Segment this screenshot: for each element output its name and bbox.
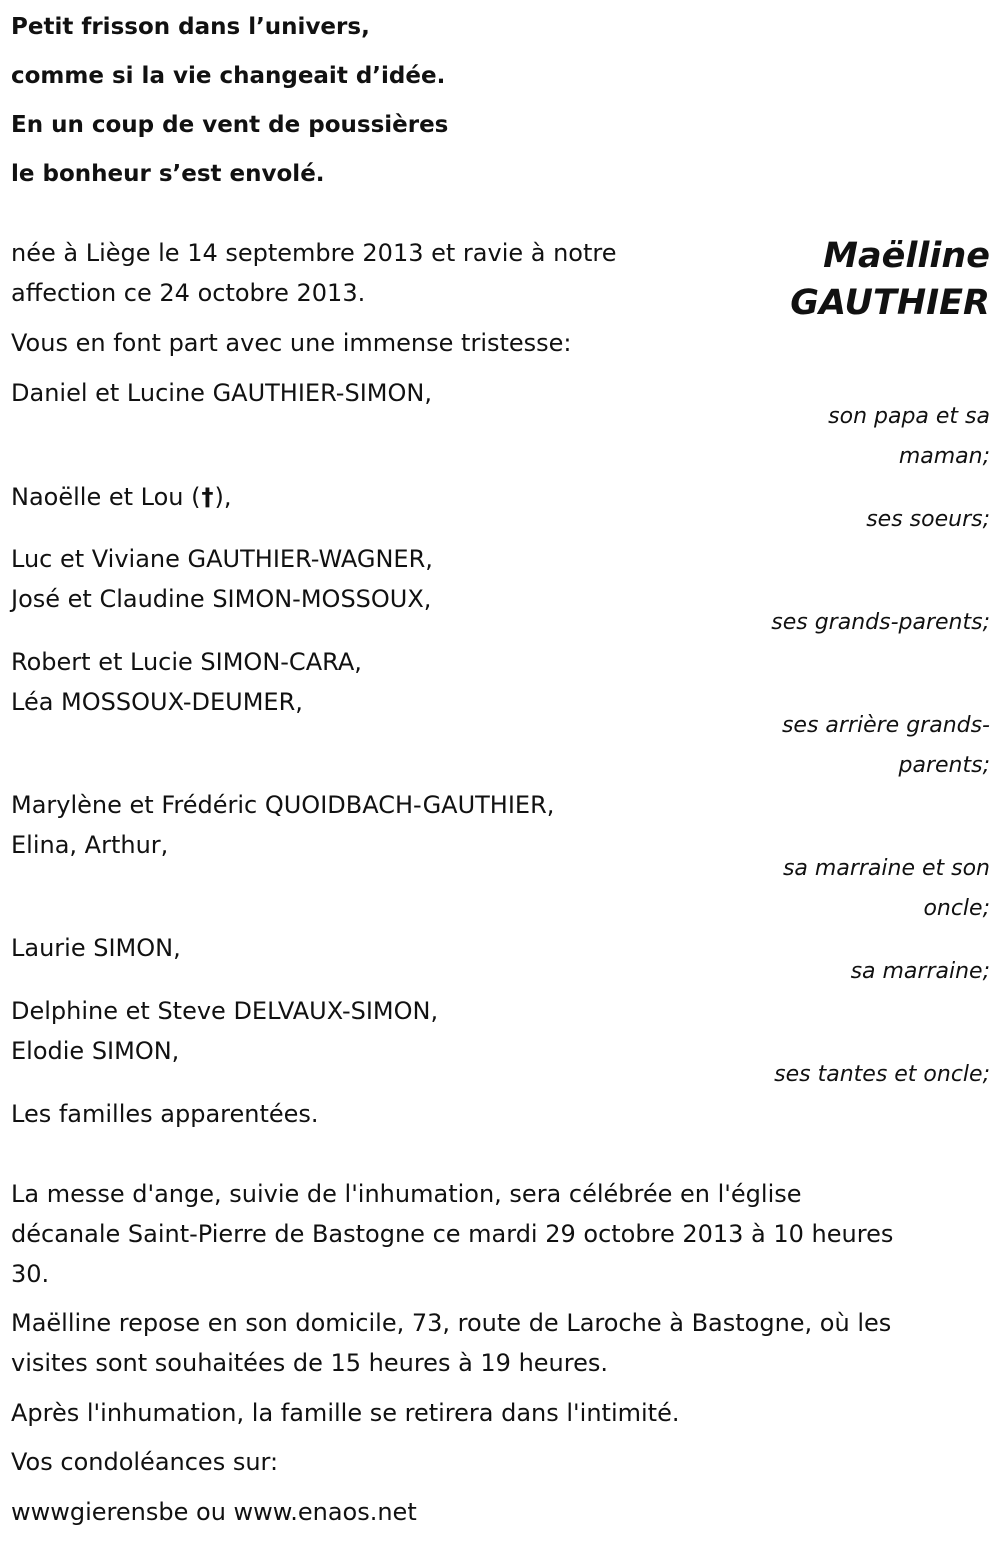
family-relation: ses soeurs; xyxy=(866,507,990,532)
family-name: Daniel et Lucine GAUTHIER-SIMON, xyxy=(11,379,432,407)
family-name xyxy=(11,477,231,517)
related-families: Les familles apparentées. xyxy=(11,1100,319,1128)
poem-line-2: comme si la vie changeait d’idée. xyxy=(11,63,446,89)
family-name-part: ), xyxy=(214,483,232,511)
family-name-part: Naoëlle et Lou ( xyxy=(11,483,201,511)
family-relation: ses grands-parents; xyxy=(771,610,990,635)
poem-line-4: le bonheur s’est envolé. xyxy=(11,161,325,187)
announce-text: Vous en font part avec une immense tristesse: xyxy=(11,329,572,357)
family-name: Elina, Arthur, xyxy=(11,831,169,859)
poem-line-3: En un coup de vent de poussières xyxy=(11,112,449,138)
family-relation: ses tantes et oncle; xyxy=(774,1062,990,1087)
deceased-last-name: GAUTHIER xyxy=(790,283,990,323)
deceased-first-name: Maëlline xyxy=(823,236,990,276)
ceremony-line-1: La messe d'ange, suivie de l'inhumation, sera célébrée en l'église xyxy=(11,1180,802,1208)
family-name: Laurie SIMON, xyxy=(11,934,181,962)
family-relation: son papa et sa xyxy=(828,404,990,429)
repose-line-2: visites sont souhaitées de 15 heures à 19 heures. xyxy=(11,1349,608,1377)
birth-death-line-2: affection ce 24 octobre 2013. xyxy=(11,279,366,307)
family-relation: ses arrière grands- xyxy=(781,713,990,738)
repose-line-1: Maëlline repose en son domicile, 73, route de Laroche à Bastogne, où les xyxy=(11,1309,892,1337)
family-relation: parents; xyxy=(898,753,990,778)
after-burial-text: Après l'inhumation, la famille se retirera dans l'intimité. xyxy=(11,1399,680,1427)
family-relation: sa marraine; xyxy=(850,959,990,984)
family-name: Luc et Viviane GAUTHIER-WAGNER, xyxy=(11,545,433,573)
family-name: Delphine et Steve DELVAUX-SIMON, xyxy=(11,997,439,1025)
deceased-name xyxy=(790,233,990,327)
ceremony-line-2: décanale Saint-Pierre de Bastogne ce mardi 29 octobre 2013 à 10 heures xyxy=(11,1220,894,1248)
family-name: Robert et Lucie SIMON-CARA, xyxy=(11,648,362,676)
birth-death-line-1: née à Liège le 14 septembre 2013 et ravie à notre xyxy=(11,239,617,267)
family-relation: maman; xyxy=(898,444,990,469)
poem-line-1: Petit frisson dans l’univers, xyxy=(11,14,370,40)
family-relation: sa marraine et son xyxy=(782,856,990,881)
family-name: Léa MOSSOUX-DEUMER, xyxy=(11,688,303,716)
cross-icon: † xyxy=(201,483,214,511)
family-name: Elodie SIMON, xyxy=(11,1037,180,1065)
condolences-label: Vos condoléances sur: xyxy=(11,1448,279,1476)
family-name: José et Claudine SIMON-MOSSOUX, xyxy=(11,585,432,613)
family-name: Marylène et Frédéric QUOIDBACH-GAUTHIER, xyxy=(11,791,555,819)
condolences-sites: wwwgierensbe ou www.enaos.net xyxy=(11,1498,417,1526)
family-relation: oncle; xyxy=(923,896,990,921)
ceremony-line-3: 30. xyxy=(11,1260,50,1288)
